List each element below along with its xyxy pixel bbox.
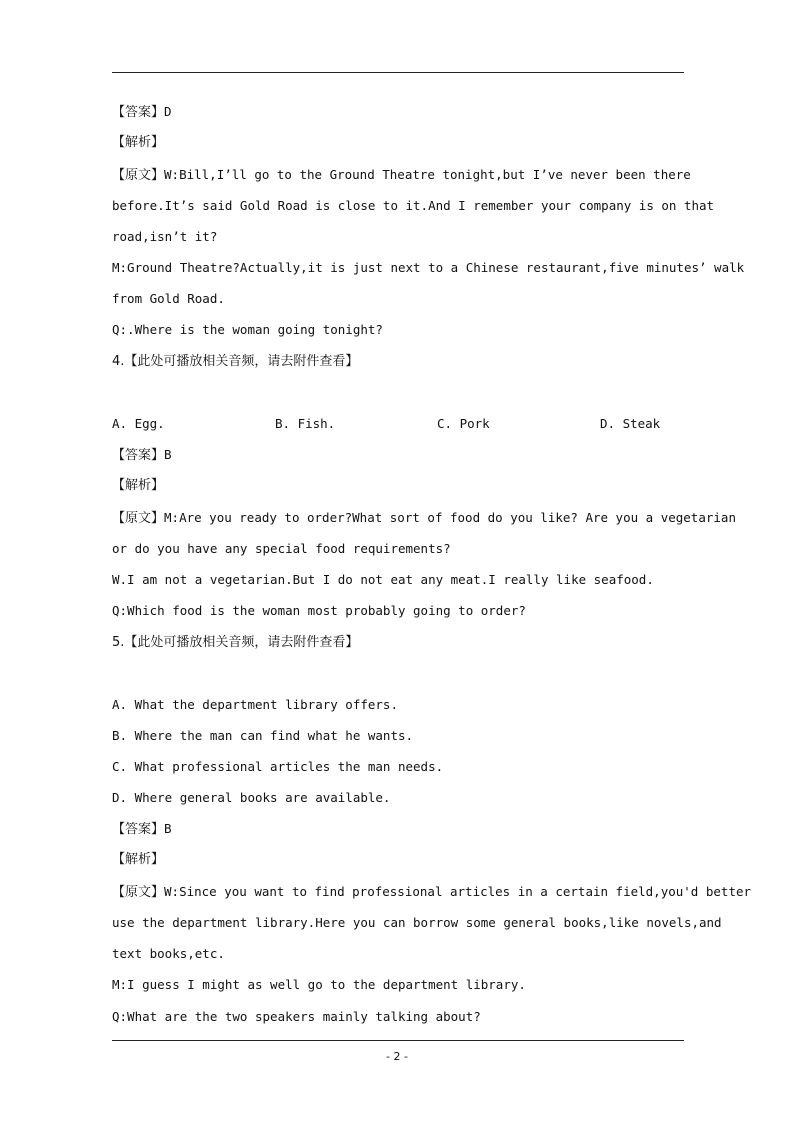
q5-option-a: A. What the department library offers. [112, 697, 398, 712]
page-number: - 2 - [386, 1050, 408, 1063]
q4-transcript-line-2: or do you have any special food requirements? [112, 541, 451, 556]
q4-option-d: D. Steak [600, 416, 661, 431]
q5-transcript-line-4: M:I guess I might as well go to the department library. [112, 977, 526, 992]
q5-title: 5.【此处可播放相关音频，请去附件查看】 [112, 635, 359, 650]
q3-question: Q:.Where is the woman going tonight? [112, 322, 383, 337]
q4-title: 4.【此处可播放相关音频，请去附件查看】 [112, 354, 359, 369]
q4-option-b: B. Fish. [275, 416, 336, 431]
q5-transcript-line-3: text books,etc. [112, 946, 225, 961]
q3-transcript-line-4: M:Ground Theatre?Actually,it is just next to a Chinese restaurant,five minutes’ walk [112, 260, 745, 275]
q5-transcript-line-1: 【原文】W:Since you want to find professional articles in a certain field,you'd better [112, 884, 752, 900]
q3-transcript-line-3: road,isn’t it? [112, 229, 218, 244]
q3-transcript-line-5: from Gold Road. [112, 291, 225, 306]
q4-answer: 【答案】B [112, 447, 172, 463]
q5-analysis-label: 【解析】 [112, 852, 165, 867]
q4-analysis-label: 【解析】 [112, 478, 165, 493]
q3-transcript-line-1: 【原文】W:Bill,I’ll go to the Ground Theatre tonight,but I’ve never been there [112, 167, 691, 183]
q5-option-c: C. What professional articles the man needs. [112, 759, 444, 774]
footer-rule [112, 1040, 684, 1041]
q4-transcript-line-1: 【原文】M:Are you ready to order?What sort of food do you like? Are you a vegetarian [112, 510, 736, 526]
q4-question: Q:Which food is the woman most probably going to order? [112, 603, 526, 618]
q4-option-a: A. Egg. [112, 416, 165, 431]
q5-option-b: B. Where the man can find what he wants. [112, 728, 414, 743]
q3-transcript-line-2: before.It’s said Gold Road is close to it.And I remember your company is on that [112, 198, 715, 213]
header-rule [112, 72, 684, 73]
q5-question: Q:What are the two speakers mainly talking about? [112, 1009, 481, 1024]
q5-option-d: D. Where general books are available. [112, 790, 391, 805]
q4-option-c: C. Pork [437, 416, 490, 431]
q5-answer: 【答案】B [112, 821, 172, 837]
q4-transcript-line-3: W.I am not a vegetarian.But I do not eat any meat.I really like seafood. [112, 572, 654, 587]
q3-answer: 【答案】D [112, 104, 172, 120]
q5-transcript-line-2: use the department library.Here you can borrow some general books,like novels,and [112, 915, 722, 930]
q3-analysis-label: 【解析】 [112, 135, 165, 150]
